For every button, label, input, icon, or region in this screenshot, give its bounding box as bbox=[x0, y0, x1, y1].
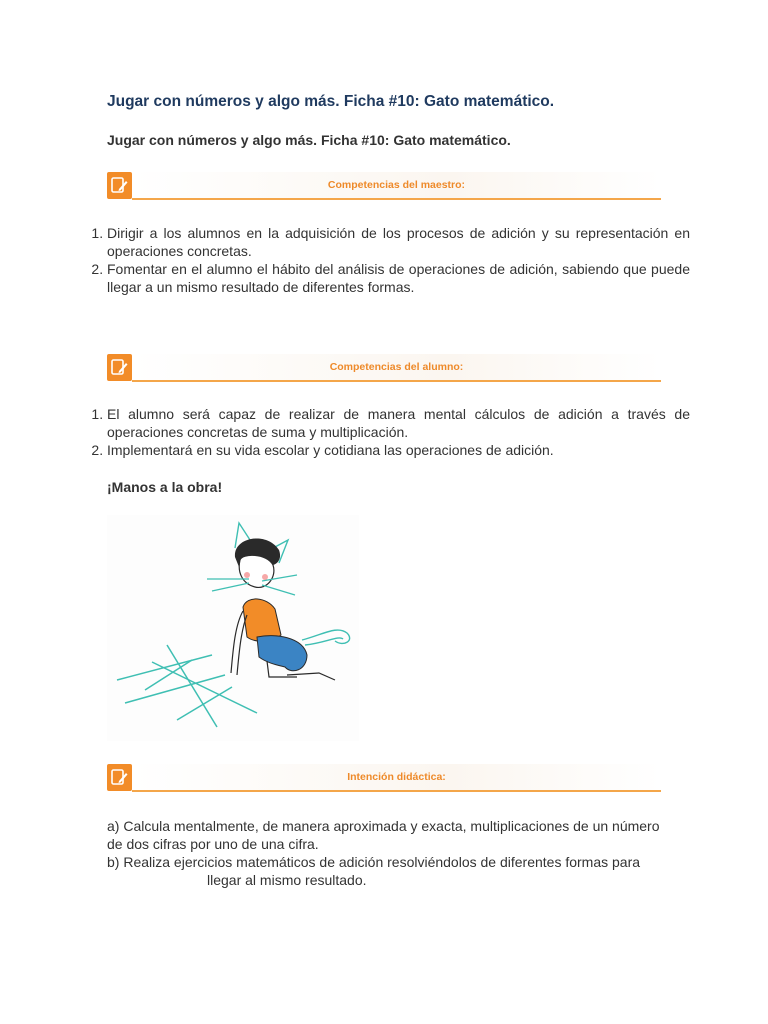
edit-note-icon bbox=[107, 172, 132, 199]
page-title: Jugar con números y algo más. Ficha #10: Gato matemático. bbox=[107, 93, 555, 110]
list-item: 1. El alumno será capaz de realizar de manera mental cálculos de adición a través de operaciones concretas de suma y multiplicación. bbox=[107, 405, 690, 441]
banner-intencion-didactica bbox=[107, 764, 661, 792]
edit-note-icon bbox=[107, 764, 132, 791]
banner-label: Intención didáctica: bbox=[347, 771, 446, 783]
banner-label: Competencias del alumno: bbox=[329, 361, 464, 373]
intencion-item-b bbox=[107, 853, 661, 889]
list-item: 2. Fomentar en el alumno el hábito del análisis de operaciones de adición, sabiendo que puede llegar a un mismo resultado de diferentes formas. bbox=[107, 260, 690, 296]
edit-note-icon bbox=[107, 354, 132, 381]
list-competencias-maestro bbox=[78, 224, 690, 296]
banner-competencias-alumno bbox=[107, 354, 661, 382]
intencion-didactica-text bbox=[107, 817, 661, 889]
section-heading-manos-a-la-obra: ¡Manos a la obra! bbox=[107, 479, 223, 495]
cat-boy-tic-tac-toe-illustration bbox=[107, 515, 359, 741]
intencion-item-b-part2: llegar al mismo resultado. bbox=[207, 872, 367, 888]
list-item: 2. Implementará en su vida escolar y cotidiana las operaciones de adición. bbox=[107, 441, 690, 459]
banner-competencias-maestro bbox=[107, 172, 661, 200]
page-subtitle: Jugar con números y algo más. Ficha #10: Gato matemático. bbox=[107, 132, 511, 148]
list-competencias-alumno bbox=[78, 405, 690, 459]
list-item: 1. Dirigir a los alumnos en la adquisición de los procesos de adición y su representación en operaciones concretas. bbox=[107, 224, 690, 260]
banner-label: Competencias del maestro: bbox=[327, 179, 466, 191]
intencion-item-b-part1: b) Realiza ejercicios matemáticos de adición resolviéndolos de diferentes formas para bbox=[107, 854, 641, 870]
intencion-item-a: a) Calcula mentalmente, de manera aproximada y exacta, multiplicaciones de un número de dos cifras por uno de una cifra. bbox=[107, 818, 660, 852]
